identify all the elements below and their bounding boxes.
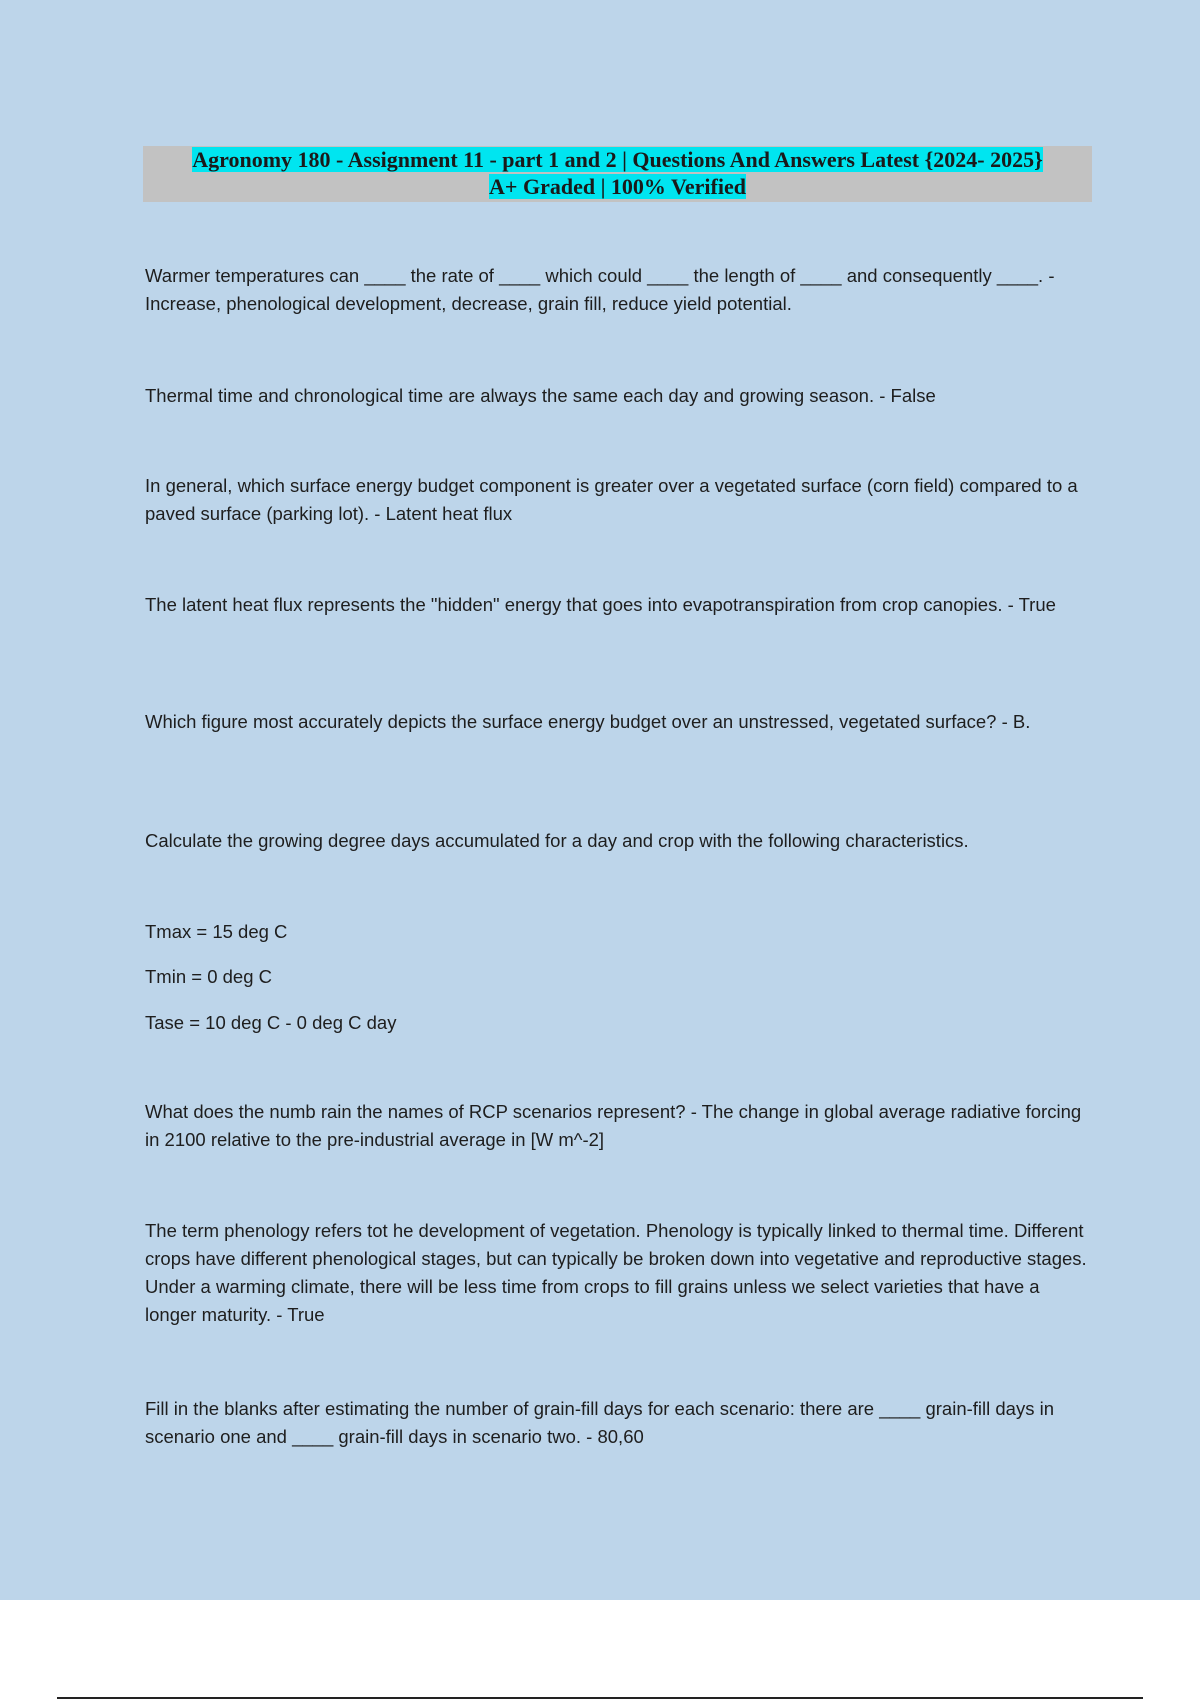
document-title: [143, 146, 1092, 200]
footer-rule: [57, 1697, 1143, 1699]
title-line-2: A+ Graded | 100% Verified: [489, 174, 746, 199]
qa-item: Thermal time and chronological time are always the same each day and growing season. - False: [145, 385, 936, 406]
qa-item: The latent heat flux represents the "hidden" energy that goes into evapotranspiration from crop canopies. - True: [145, 594, 1056, 615]
qa-item: Warmer temperatures can ____ the rate of ____ which could ____ the length of ____ and consequently ____. - Increase, phenological development, decrease, grain fill, reduce yield potential.: [145, 265, 1055, 314]
qa-item: Tmin = 0 deg C: [145, 966, 272, 987]
qa-item: The term phenology refers tot he development of vegetation. Phenology is typically linked to thermal time. Different crops have different phenological stages, but can typically be broken down into vegetative and reproductive stages. Under a warming climate, there will be less time from crops to fill grains unless we select varieties that have a longer maturity. - True: [145, 1220, 1087, 1325]
qa-item: What does the numb rain the names of RCP scenarios represent? - The change in global average radiative forcing in 2100 relative to the pre-industrial average in [W m^-2]: [145, 1101, 1082, 1150]
qa-item: Calculate the growing degree days accumulated for a day and crop with the following characteristics.: [145, 830, 969, 851]
qa-item: Which figure most accurately depicts the surface energy budget over an unstressed, vegetated surface? - B.: [145, 711, 1031, 732]
qa-item: In general, which surface energy budget component is greater over a vegetated surface (corn field) compared to a paved surface (parking lot). - Latent heat flux: [145, 475, 1078, 524]
qa-item: Tase = 10 deg C - 0 deg C day: [145, 1012, 397, 1033]
qa-item: Fill in the blanks after estimating the number of grain-fill days for each scenario: there are ____ grain-fill days in scenario one and ____ grain-fill days in scenario two. - 80,60: [145, 1398, 1055, 1447]
qa-item: Tmax = 15 deg C: [145, 921, 288, 942]
title-line-1: Agronomy 180 - Assignment 11 - part 1 and 2 | Questions And Answers Latest {2024- 2025}: [192, 147, 1043, 172]
